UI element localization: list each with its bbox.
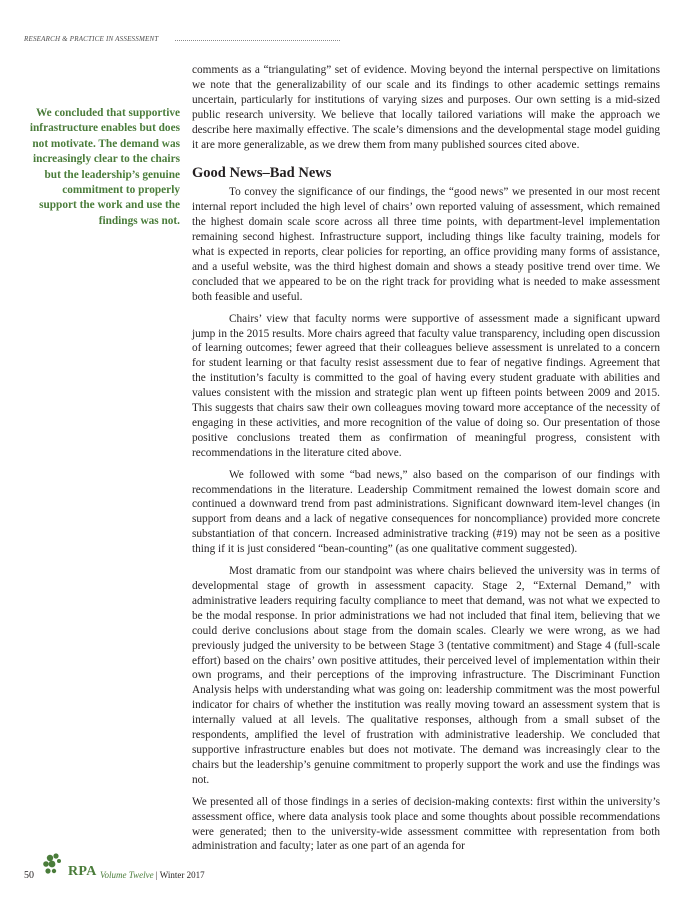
volume-label: Volume Twelve bbox=[100, 870, 154, 880]
paragraph-4: We followed with some “bad news,” also based on the comparison of our findings with recommendations in the literature. Leadership Commitment remained the lowest domain score and continued a downward trend from past administrations. Significant downward item-level changes (in support from deans and a lack of negative consequences for noncompliance) provided more concrete substantiation of that concern. Increased administrative tracking (#19) may not be seen as a positive thing if it is just considered “bean-counting” (as one qualitative comment suggested). bbox=[192, 468, 660, 556]
page-number: 50 bbox=[24, 870, 34, 881]
logo-text: RPA bbox=[68, 864, 97, 879]
paragraph-1: comments as a “triangulating” set of evidence. Moving beyond the internal perspective on limitations we note that the generalizability of our scale and its findings to other academic settings remains uncertain, particularly for institutions of varying sizes and purposes. Our own setting is a mid-sized public research university. We believe that locally tailored variations will make the approach we describe here maximally effective. The scale’s dimensions and the developmental stage model guiding it are more generalizable, as we drew them from many published sources cited above. bbox=[192, 64, 660, 151]
issue-label: Winter 2017 bbox=[159, 870, 205, 880]
paragraph-3: Chairs’ view that faculty norms were supportive of assessment made a significant upward jump in the 2015 results. More chairs agreed that faculty value transparency, including open discussion of learning outcomes; fewer agreed that their colleagues believe assessment is unrelated to a concern for student learning or that faculty resist assessment due to fear of negative findings. Agreement that the institution’s faculty is committed to the goal of having every student graduate with abilities and values consistent with the mission and strategic plan went up fifteen points between 2009 and 2015. This suggests that chairs saw their own colleagues moving toward more acceptance of the necessity of engaging in these activities, and more recognition of the value of doing so. Our presentation of those positive conclusions treated them as confirmation of meaningful progress, consistent with recommendations in the literature cited above. bbox=[192, 312, 660, 459]
page-footer bbox=[24, 852, 244, 882]
paragraph-5: Most dramatic from our standpoint was where chairs believed the university was in terms of developmental stage of growth in assessment capacity. Stage 2, “External Demand,” with administrative leaders requiring faculty compliance to meet that demand, was not what we expected to be the modal response. In prior administrations we had not included that final item, believing that we could derive conclusions about stage from the domain scales. Clearly we were wrong, as we had previously judged the university to be between Stage 3 (tentative commitment) and Stage 4 (full-scale effort) based on the chairs’ own positive attitudes, their perceived level of implementation within their own programs, and their perceptions of the improving infrastructure. The Discriminant Function Analysis helps with understanding what was going on: leadership commitment was the most powerful indicator for chairs of whether the institution was really moving toward an assessment system that is internally valued at all levels. The qualitative responses, although from a small subset of the respondents, amplified the level of frustration with administrative leadership. We concluded that supportive infrastructure enables but does not motivate. The demand was increasingly clear to the chairs but the leadership’s genuine commitment to properly support the work and use the findings was not. bbox=[192, 565, 660, 786]
body-column bbox=[192, 63, 660, 854]
running-head-rule bbox=[175, 40, 340, 41]
running-head: RESEARCH & PRACTICE IN ASSESSMENT bbox=[24, 35, 159, 43]
volume-info bbox=[100, 870, 205, 880]
pull-quote: We concluded that supportive infrastructure enables but does not motivate. The demand was increasingly clear to the chairs but the leadership’s genuine commitment to properly support the work and use the findings was not. bbox=[29, 107, 180, 227]
section-heading: Good News–Bad News bbox=[192, 165, 332, 182]
paragraph-6: We presented all of those findings in a series of decision-making contexts: first within the university’s assessment office, where data analysis took place and some thoughts about possible recommendations were generated; then to the university-wide assessment committee with representation from both administration and faculty; later as one part of an agenda for bbox=[192, 795, 660, 853]
paragraph-2: To convey the significance of our findings, the “good news” we presented in our most recent internal report included the high level of chairs’ own reported valuing of assessment, which remained the highest domain scale score across all three time points, with department-level implementation remaining second highest. Infrastructure support, including things like faculty training, models for what is expected in reports, clear policies for reporting, an office providing many forms of assistance, and a useful website, was the third highest domain and shows a steady positive trend over time. We concluded that we appeared to be on the right track for providing what is needed to make assessment both feasible and useful. bbox=[192, 186, 660, 303]
volume-separator: | bbox=[155, 870, 158, 880]
